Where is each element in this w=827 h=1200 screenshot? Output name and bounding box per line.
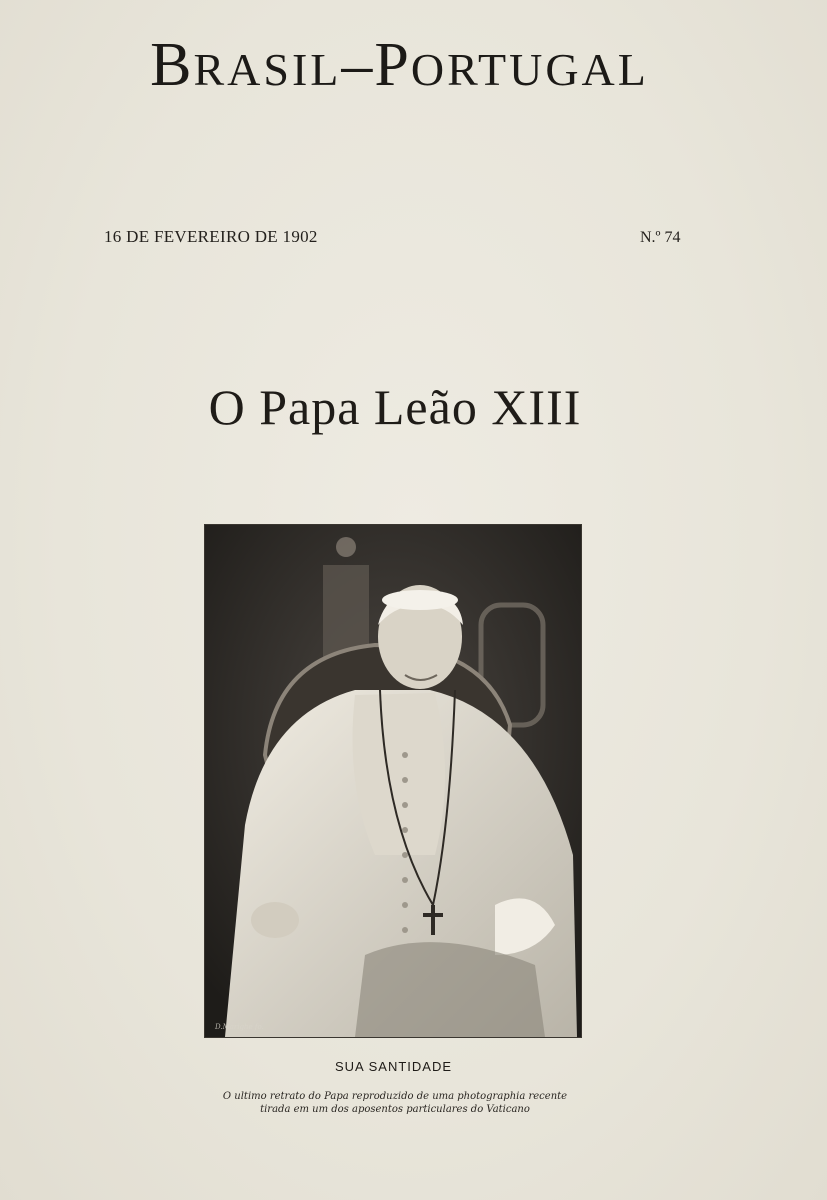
- issue-date: 16 DE FEVEREIRO DE 1902: [104, 227, 318, 246]
- masthead-dash: –: [341, 31, 375, 99]
- photographer-signature: D.Marighe fo.: [215, 1023, 264, 1031]
- masthead-initial-b: B: [150, 31, 194, 99]
- issue-number: N.º 74: [640, 229, 681, 246]
- masthead: [0, 30, 813, 101]
- portrait-photo: [204, 524, 582, 1038]
- masthead-ortugal: ORTUGAL: [410, 44, 649, 95]
- photo-caption: [200, 1090, 590, 1116]
- caption-line-2: tirada em um dos aposentos particulares do Vaticano: [260, 1104, 530, 1115]
- article-title: O Papa Leão XIII: [208, 379, 582, 435]
- caption-line-1: O ultimo retrato do Papa reproduzido de uma photographia recente: [222, 1091, 568, 1102]
- portrait-illustration: [205, 525, 581, 1037]
- photo-caption-title: SUA SANTIDADE: [334, 1059, 453, 1074]
- masthead-initial-p: P: [374, 31, 411, 99]
- masthead-rasil: RASIL: [193, 44, 342, 95]
